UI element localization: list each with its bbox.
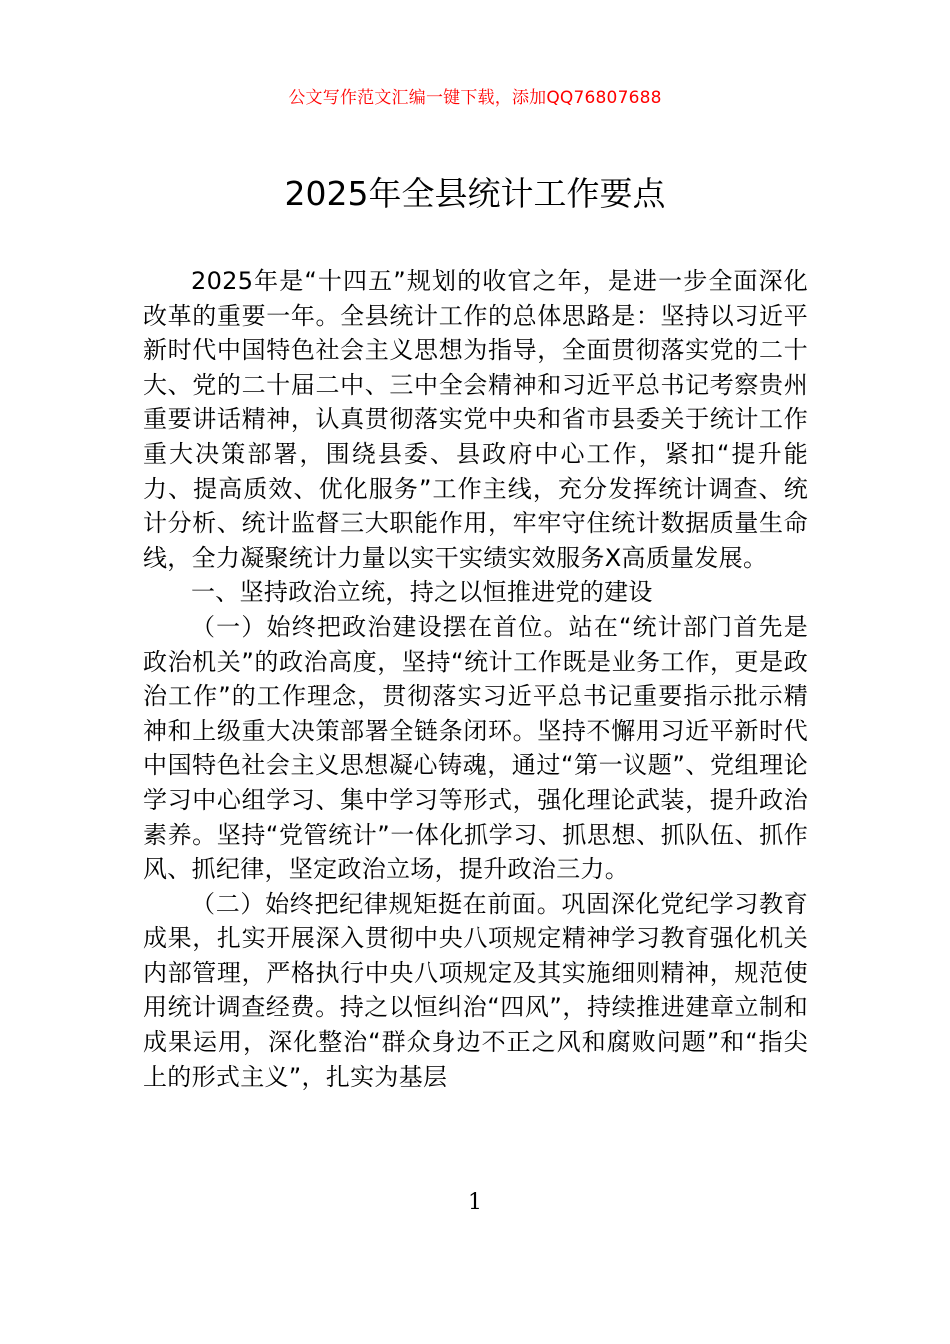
- subsection-paragraph-2: （二）始终把纪律规矩挺在前面。巩固深化党纪学习教育成果，扎实开展深入贯彻中央八项规定精神学习教育强化机关内部管理，严格执行中央八项规定及其实施细则精神，规范使用统计调查经费。持之以恒纠治“四风”，持续推进建章立制和成果运用，深化整治“群众身边不正之风和腐败问题”和“指尖上的形式主义”，扎实为基层: [143, 889, 808, 1091]
- intro-paragraph: 2025年是“十四五”规划的收官之年，是进一步全面深化改革的重要一年。全县统计工作的总体思路是：坚持以习近平新时代中国特色社会主义思想为指导，全面贯彻落实党的二十大、党的二十届二中、三中全会精神和习近平总书记考察贵州重要讲话精神，认真贯彻落实党中央和省市县委关于统计工作重大决策部署，围绕县委、县政府中心工作，紧扣“提升能力、提高质效、优化服务”工作主线，充分发挥统计调查、统计分析、统计监督三大职能作用，牢牢守住统计数据质量生命线，全力凝聚统计力量以实干实绩实效服务X高质量发展。: [143, 267, 808, 572]
- page-number: 1: [468, 1190, 482, 1215]
- section-heading-1: 一、坚持政治立统，持之以恒推进党的建设: [191, 578, 653, 607]
- document-body: [143, 264, 808, 1094]
- subsection-paragraph-1: （一）始终把政治建设摆在首位。站在“统计部门首先是政治机关”的政治高度，坚持“统计工作既是业务工作，更是政治工作”的工作理念，贯彻落实习近平总书记重要指示批示精神和上级重大决策部署全链条闭环。坚持不懈用习近平新时代中国特色社会主义思想凝心铸魂，通过“第一议题”、党组理论学习中心组学习、集中学习等形式，强化理论武装，提升政治素养。坚持“党管统计”一体化抓学习、抓思想、抓队伍、抓作风、抓纪律，坚定政治立场，提升政治三力。: [143, 612, 809, 884]
- document-title: 2025年全县统计工作要点: [284, 174, 666, 213]
- download-note: 公文写作范文汇编一键下载，添加QQ76807688: [288, 88, 662, 108]
